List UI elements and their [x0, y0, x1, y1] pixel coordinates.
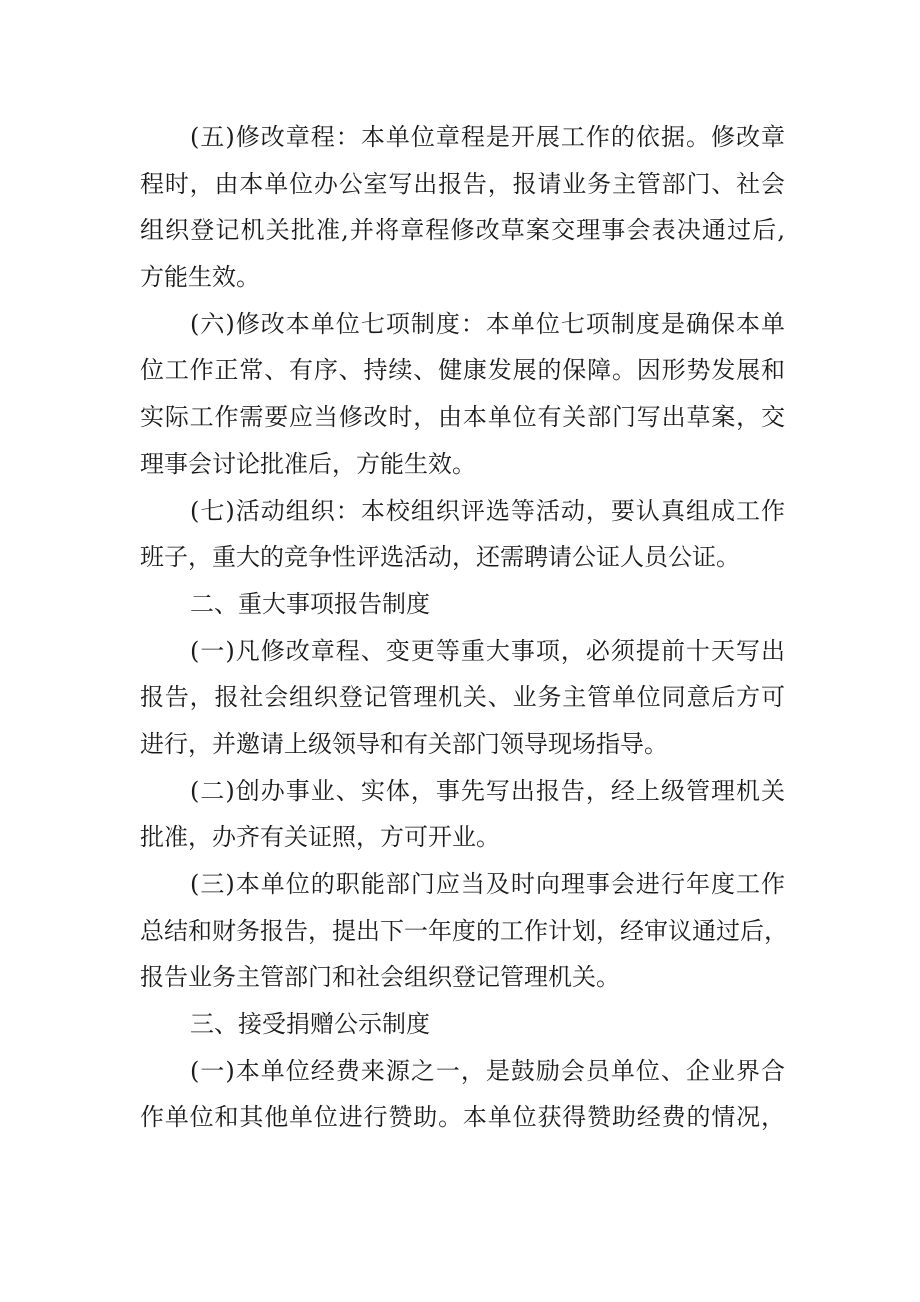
paragraph-line: 方能生效。 [140, 263, 260, 292]
paragraph-line: 位工作正常、有序、持续、健康发展的保障。因形势发展和 [140, 356, 785, 385]
paragraph-line: (七)活动组织：本校组织评选等活动，要认真组成工作 [190, 496, 785, 525]
section-heading: 二、重大事项报告制度 [190, 589, 430, 618]
paragraph-line: 实际工作需要应当修改时，由本单位有关部门写出草案，交 [140, 403, 785, 432]
section-heading: 三、接受捐赠公示制度 [190, 1010, 430, 1039]
paragraph-line: 批准，办齐有关证照，方可开业。 [140, 823, 500, 852]
paragraph-line: 报告业务主管部门和社会组织登记管理机关。 [140, 963, 620, 992]
paragraph-line: 作单位和其他单位进行赞助。本单位获得赞助经费的情况， [140, 1103, 785, 1132]
paragraph-line: 组织登记机关批准,并将章程修改草案交理事会表决通过后, [140, 216, 785, 245]
paragraph-line: 程时，由本单位办公室写出报告，报请业务主管部门、社会 [140, 169, 785, 198]
document-body [140, 114, 788, 1141]
paragraph-line: 报告，报社会组织登记管理机关、业务主管单位同意后方可 [140, 683, 785, 712]
paragraph-line: (二)创办事业、实体，事先写出报告，经上级管理机关 [190, 776, 785, 805]
paragraph-line: (一)本单位经费来源之一，是鼓励会员单位、企业界合 [190, 1056, 785, 1085]
paragraph-line: 班子，重大的竞争性评选活动，还需聘请公证人员公证。 [140, 543, 740, 572]
paragraph-line: 进行，并邀请上级领导和有关部门领导现场指导。 [140, 729, 668, 758]
paragraph-line: (五)修改章程：本单位章程是开展工作的依据。修改章 [190, 123, 785, 151]
paragraph-line: 总结和财务报告，提出下一年度的工作计划，经审议通过后， [140, 916, 788, 945]
paragraph-line: (一)凡修改章程、变更等重大事项，必须提前十天写出 [190, 636, 785, 665]
paragraph-line: 理事会讨论批准后，方能生效。 [140, 449, 476, 478]
paragraph-line: (六)修改本单位七项制度：本单位七项制度是确保本单 [190, 309, 785, 338]
paragraph-line: (三)本单位的职能部门应当及时向理事会进行年度工作 [190, 870, 785, 898]
